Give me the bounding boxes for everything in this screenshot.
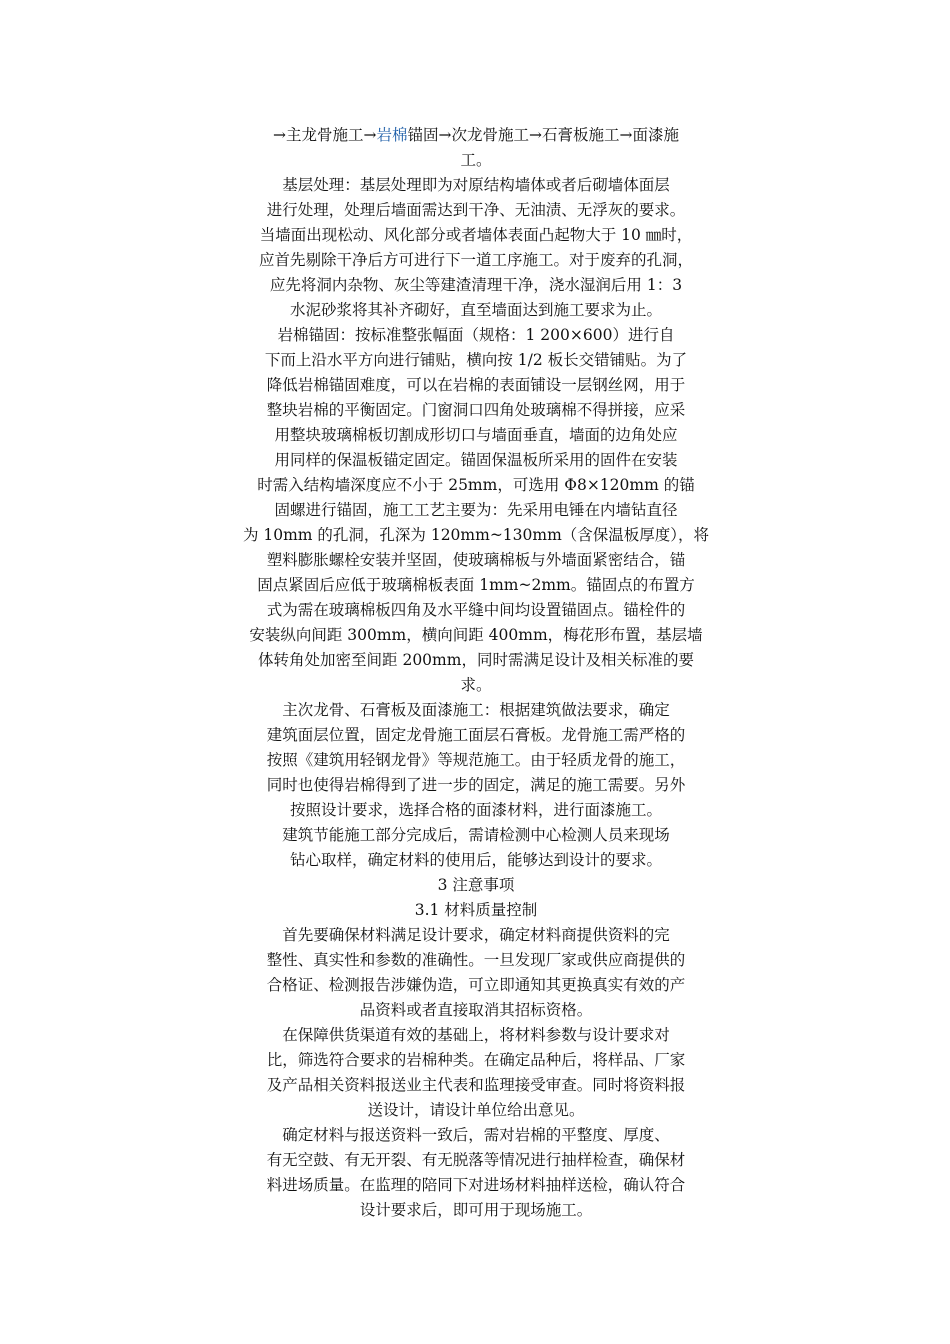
paragraph-lines [240, 148, 712, 1223]
text-line: 合格证、检测报告涉嫌伪造，可立即通知其更换真实有效的产 [266, 976, 686, 994]
text-line: 送设计，请设计单位给出意见。 [367, 1101, 585, 1119]
text-line: 用同样的保温板锚定固定。锚固保温板所采用的固件在安装 [274, 451, 678, 469]
text-line: 当墙面出现松动、风化部分或者墙体表面凸起物大于 10 ㎜时， [259, 226, 693, 244]
text-line: 降低岩棉锚固难度，可以在岩棉的表面铺设一层钢丝网，用于 [266, 376, 686, 394]
text-line: 比，筛选符合要求的岩棉种类。在确定品种后，将样品、厂家 [266, 1051, 686, 1069]
text-line: 体转角处加密至间距 200mm，同时需满足设计及相关标准的要 [258, 651, 694, 669]
text-line: 水泥砂浆将其补齐砌好，直至墙面达到施工要求为止。 [289, 301, 662, 319]
text-line: 确定材料与报送资料一致后，需对岩棉的平整度、厚度、 [282, 1126, 670, 1144]
text-line: 应首先剔除干净后方可进行下一道工序施工。对于废弃的孔洞， [258, 251, 693, 269]
text-line: 整块岩棉的平衡固定。门窗洞口四角处玻璃棉不得拼接，应采 [266, 401, 686, 419]
flow-text-before: →主龙骨施工→ [273, 126, 377, 144]
text-line: 3.1 材料质量控制 [414, 901, 538, 919]
text-line: 时需入结构墙深度应不小于 25mm，可选用 Φ8×120mm 的锚 [257, 476, 695, 494]
text-line: 基层处理：基层处理即为对原结构墙体或者后砌墙体面层 [282, 176, 670, 194]
text-line: 按照设计要求，选择合格的面漆材料，进行面漆施工。 [289, 801, 662, 819]
rock-wool-link[interactable]: 岩棉 [376, 126, 408, 144]
text-line: 3 注意事项 [437, 876, 515, 894]
text-line: 进行处理，处理后墙面需达到干净、无油渍、无浮灰的要求。 [266, 201, 686, 219]
text-line: 在保障供货渠道有效的基础上，将材料参数与设计要求对 [282, 1026, 670, 1044]
text-line: 及产品相关资料报送业主代表和监理接受审查。同时将资料报 [266, 1076, 686, 1094]
text-line: 钻心取样，确定材料的使用后，能够达到设计的要求。 [289, 851, 662, 869]
text-line: 建筑节能施工部分完成后，需请检测中心检测人员来现场 [282, 826, 670, 844]
text-line: 品资料或者直接取消其招标资格。 [359, 1001, 593, 1019]
text-line: 同时也使得岩棉得到了进一步的固定，满足的施工需要。另外 [266, 776, 686, 794]
document-body [240, 123, 712, 1223]
flow-text-after: 锚固→次龙骨施工→石膏板施工→面漆施 [407, 126, 679, 144]
text-line: 料进场质量。在监理的陪同下对进场材料抽样送检，确认符合 [266, 1176, 686, 1194]
text-line: 岩棉锚固：按标准整张幅面（规格：1 200×600）进行自 [277, 326, 675, 344]
text-line: 为 10mm 的孔洞，孔深为 120mm~130mm（含保温板厚度），将 [242, 526, 710, 544]
text-line: 工。 [460, 151, 492, 169]
text-line: 整性、真实性和参数的准确性。一旦发现厂家或供应商提供的 [266, 951, 686, 969]
text-line: 塑料膨胀螺栓安装并坚固，使玻璃棉板与外墙面紧密结合，锚 [266, 551, 686, 569]
text-line: 下而上沿水平方向进行铺贴，横向按 1/2 板长交错铺贴。为了 [264, 351, 688, 369]
text-line: 固点紧固后应低于玻璃棉板表面 1mm~2mm。锚固点的布置方 [257, 576, 695, 594]
text-line: 有无空鼓、有无开裂、有无脱落等情况进行抽样检查，确保材 [266, 1151, 686, 1169]
text-line: 求。 [460, 676, 492, 694]
text-line: 用整块玻璃棉板切割成形切口与墙面垂直，墙面的边角处应 [274, 426, 678, 444]
text-line: 安装纵向间距 300mm，横向间距 400mm，梅花形布置，基层墙 [249, 626, 703, 644]
text-line: 式为需在玻璃棉板四角及水平缝中间均设置锚固点。锚栓件的 [266, 601, 686, 619]
text-line: 主次龙骨、石膏板及面漆施工：根据建筑做法要求，确定 [282, 701, 670, 719]
process-flow-line [240, 123, 712, 148]
text-line: 按照《建筑用轻钢龙骨》等规范施工。由于轻质龙骨的施工， [266, 751, 686, 769]
text-line: 建筑面层位置，固定龙骨施工面层石膏板。龙骨施工需严格的 [266, 726, 686, 744]
text-line: 设计要求后，即可用于现场施工。 [359, 1201, 593, 1219]
text-line: 首先要确保材料满足设计要求，确定材料商提供资料的完 [282, 926, 670, 944]
text-line: 应先将洞内杂物、灰尘等建渣清理干净，浇水湿润后用 1：3 [269, 276, 683, 294]
text-line: 固螺进行锚固，施工工艺主要为：先采用电锤在内墙钻直径 [274, 501, 678, 519]
